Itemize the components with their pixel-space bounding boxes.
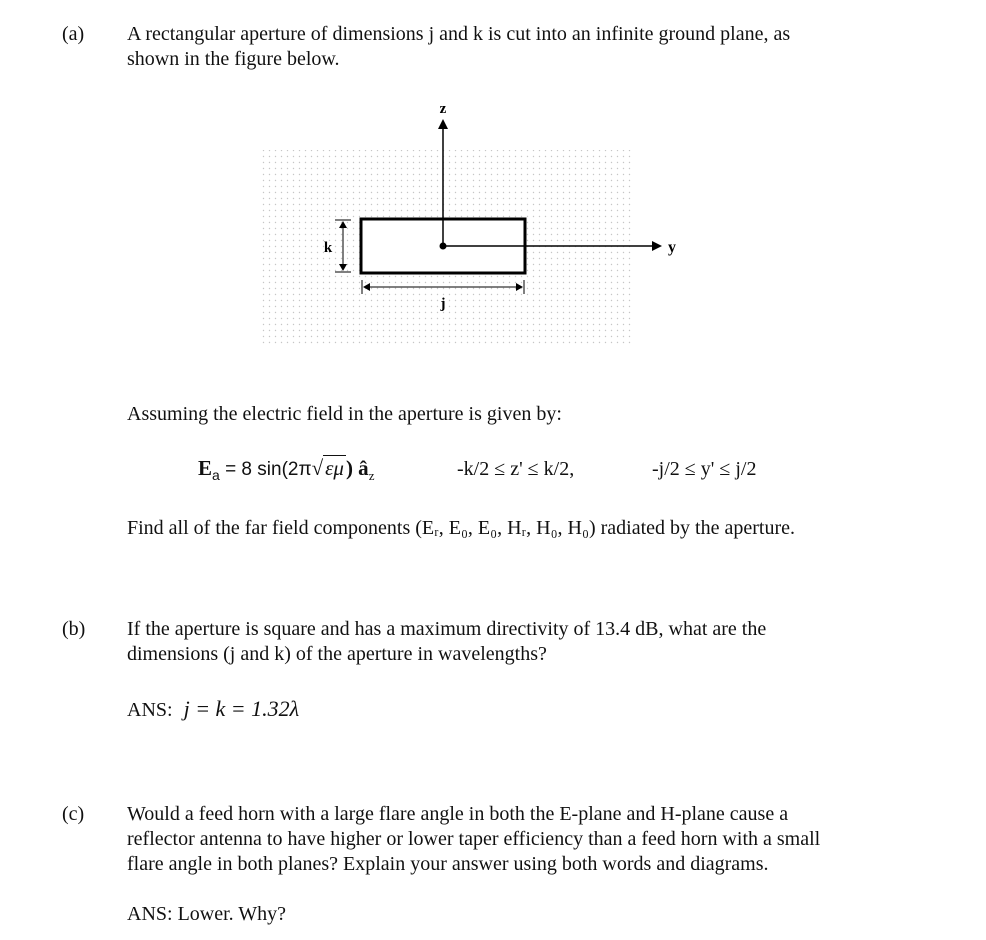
equation-rhs: = 8 sin(2π [225, 459, 312, 480]
part-a-question [127, 22, 893, 72]
condition-z: -k/2 ≤ z' ≤ k/2, [457, 458, 575, 480]
part-a-label: (a) [62, 23, 85, 45]
part-b-line-1: If the aperture is square and has a maximum directivity of 13.4 dB, what are the [127, 618, 767, 640]
condition-y: -j/2 ≤ y' ≤ j/2 [652, 458, 757, 480]
find-components-text: Find all of the far field components (Eᵣ, E₀, E₀, Hᵣ, H₀, H₀) radiated by the aperture. [127, 517, 795, 539]
part-c-line-2: reflector antenna to have higher or lower taper efficiency than a feed horn with a small [127, 828, 821, 850]
part-c-line-3: flare angle in both planes? Explain your answer using both words and diagrams. [127, 853, 769, 875]
sqrt-content: εμ [325, 456, 344, 480]
part-c-label: (c) [62, 803, 85, 825]
unit-vector: ) â [345, 456, 369, 480]
aperture-field-equation [198, 456, 374, 488]
z-axis-arrowhead [438, 119, 448, 129]
e-field-symbol: E [198, 456, 213, 480]
j-dim-label: j [440, 296, 446, 312]
part-b-label: (b) [62, 618, 86, 640]
unit-vector-subscript: z [368, 468, 375, 484]
z-axis-label: z [439, 101, 447, 117]
part-b-ans-value: j = k = 1.32λ [183, 696, 300, 721]
part-c-question [127, 802, 893, 877]
assuming-text: Assuming the electric field in the aperture is given by: [127, 403, 562, 425]
part-c-answer: ANS: Lower. Why? [127, 903, 287, 925]
part-c-line-1: Would a feed horn with a large flare angle in both the E-plane and H-plane cause a [127, 803, 789, 825]
y-axis-arrowhead [652, 241, 662, 251]
sqrt-sign: √ [311, 456, 324, 480]
part-b-line-2: dimensions (j and k) of the aperture in wavelengths? [127, 643, 547, 665]
e-field-subscript: a [212, 467, 220, 484]
part-b-question [127, 617, 893, 667]
k-dim-label: k [323, 240, 333, 256]
aperture-figure [250, 95, 690, 355]
y-axis-label: y [668, 239, 676, 256]
part-b-ans-label: ANS: [127, 699, 173, 721]
part-a-line-1: A rectangular aperture of dimensions j and k is cut into an infinite ground plane, as [127, 23, 791, 45]
part-a-line-2: shown in the figure below. [127, 48, 340, 70]
part-b-answer [127, 696, 299, 723]
origin-dot [440, 243, 447, 250]
